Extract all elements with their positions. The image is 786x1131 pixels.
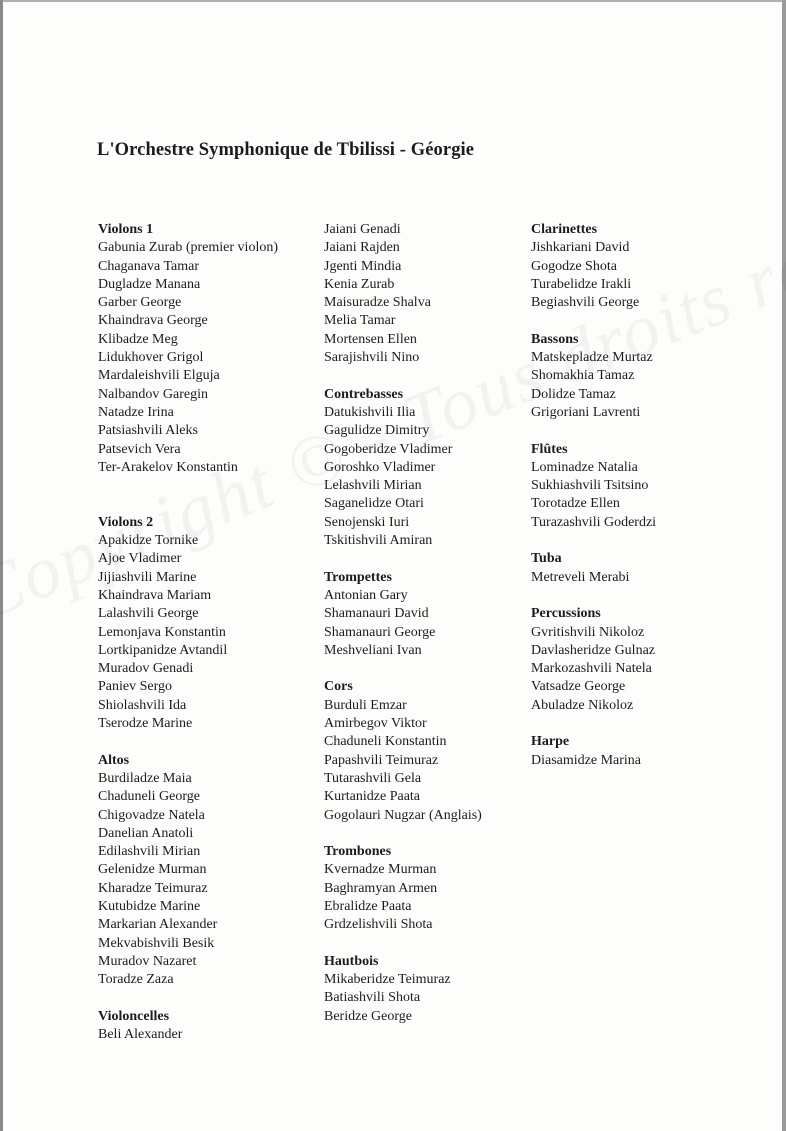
section-spacer xyxy=(98,733,313,751)
musician-name: Gogodze Shota xyxy=(531,258,617,274)
section-spacer xyxy=(98,989,313,1007)
musician-name: Ebralidze Paata xyxy=(324,898,412,914)
page-edge-right xyxy=(782,0,786,1131)
section-heading: Tuba xyxy=(531,551,562,567)
musician-name: Danelian Anatoli xyxy=(98,825,194,841)
musician-name: Burduli Emzar xyxy=(324,697,407,713)
musician-name: Beli Alexander xyxy=(98,1027,183,1043)
musician-name: Markozashvili Natela xyxy=(531,661,652,677)
musician-name: Saganelidze Otari xyxy=(324,496,424,512)
musician-name: Mikaberidze Teimuraz xyxy=(324,972,451,988)
musician-name: Dolidze Tamaz xyxy=(531,386,616,402)
section xyxy=(98,1008,313,1045)
roster-column-2 xyxy=(324,221,524,1026)
musician-name: Chigovadze Natela xyxy=(98,807,205,823)
musician-name: Natadze Irina xyxy=(98,404,174,420)
section-spacer xyxy=(324,935,524,953)
musician-name: Begiashvili George xyxy=(531,295,640,311)
musician-name: Matskepladze Murtaz xyxy=(531,350,653,366)
section-heading: Hautbois xyxy=(324,953,379,969)
section-spacer xyxy=(531,532,731,550)
musician-name: Beridze George xyxy=(324,1008,412,1024)
musician-name: Jishkariani David xyxy=(531,240,630,256)
musician-name: Toradze Zaza xyxy=(98,972,174,988)
section-spacer xyxy=(531,312,731,330)
musician-name: Jaiani Rajden xyxy=(324,240,400,256)
section xyxy=(98,514,313,734)
section xyxy=(531,605,731,715)
section-heading: Violons 2 xyxy=(98,514,154,530)
musician-name: Lidukhover Grigol xyxy=(98,350,204,366)
musician-name: Gabunia Zurab (premier violon) xyxy=(98,240,278,256)
musician-name: Mardaleishvili Elguja xyxy=(98,368,220,384)
musician-name: Torotadze Ellen xyxy=(531,496,620,512)
musician-name: Turazashvili Goderdzi xyxy=(531,514,657,530)
musician-name: Kurtanidze Paata xyxy=(324,789,421,805)
musician-name: Chaduneli George xyxy=(98,789,200,805)
musician-name: Khaindrava Mariam xyxy=(98,587,212,603)
musician-name: Khaindrava George xyxy=(98,313,208,329)
page-edge-left xyxy=(0,0,3,1131)
musician-name: Antonian Gary xyxy=(324,587,408,603)
section-spacer xyxy=(324,660,524,678)
musician-name: Nalbandov Garegin xyxy=(98,386,209,402)
section xyxy=(324,843,524,934)
section-spacer xyxy=(531,422,731,440)
musician-name: Kutubidze Marine xyxy=(98,898,201,914)
musician-name: Maisuradze Shalva xyxy=(324,295,431,311)
section-heading: Altos xyxy=(98,752,130,768)
musician-name: Shamanauri George xyxy=(324,624,436,640)
section-heading: Cors xyxy=(324,679,353,695)
section-heading: Trombones xyxy=(324,844,392,860)
musician-name: Sarajishvili Nino xyxy=(324,350,420,366)
section xyxy=(531,441,731,532)
musician-name: Davlasheridze Gulnaz xyxy=(531,642,655,658)
musician-name: Goroshko Vladimer xyxy=(324,459,436,475)
musician-name: Lominadze Natalia xyxy=(531,459,638,475)
musician-name: Tskitishvili Amiran xyxy=(324,533,433,549)
musician-name: Jgenti Mindia xyxy=(324,258,402,274)
section-heading: Contrebasses xyxy=(324,386,404,402)
page-title: L'Orchestre Symphonique de Tbilissi - Géorgie xyxy=(97,140,475,160)
musician-name: Vatsadze George xyxy=(531,679,626,695)
section-heading: Trompettes xyxy=(324,569,392,585)
musician-name: Kenia Zurab xyxy=(324,276,395,292)
musician-name: Gelenidze Murman xyxy=(98,862,207,878)
musician-name: Shiolashvili Ida xyxy=(98,697,187,713)
musician-name: Mortensen Ellen xyxy=(324,331,417,347)
musician-name: Grigoriani Lavrenti xyxy=(531,404,641,420)
musician-name: Diasamidze Marina xyxy=(531,752,642,768)
musician-name: Meshveliani Ivan xyxy=(324,642,422,658)
musician-name: Amirbegov Viktor xyxy=(324,716,427,732)
musician-name: Patsevich Vera xyxy=(98,441,181,457)
musician-name: Muradov Nazaret xyxy=(98,953,197,969)
musician-name: Kvernadze Murman xyxy=(324,862,437,878)
section-spacer xyxy=(98,477,313,514)
musician-name: Abuladze Nikoloz xyxy=(531,697,634,713)
musician-name: Burdiladze Maia xyxy=(98,770,192,786)
musician-name: Datukishvili Ilia xyxy=(324,404,416,420)
musician-name: Chaganava Tamar xyxy=(98,258,199,274)
musician-name: Apakidze Tornike xyxy=(98,533,199,549)
musician-name: Papashvili Teimuraz xyxy=(324,752,439,768)
musician-name: Lalashvili George xyxy=(98,606,199,622)
section xyxy=(531,331,731,422)
section-heading: Clarinettes xyxy=(531,222,598,237)
section xyxy=(531,733,731,770)
musician-name: Baghramyan Armen xyxy=(324,880,438,896)
musician-name: Dugladze Manana xyxy=(98,276,201,292)
musician-name: Lortkipanidze Avtandil xyxy=(98,642,228,658)
musician-name: Lemonjava Konstantin xyxy=(98,624,226,640)
musician-name: Markarian Alexander xyxy=(98,917,218,933)
musician-name: Gogoberidze Vladimer xyxy=(324,441,453,457)
musician-name: Senojenski Iuri xyxy=(324,514,410,530)
musician-name: Edilashvili Mirian xyxy=(98,844,201,860)
musician-name: Kharadze Teimuraz xyxy=(98,880,208,896)
musician-name: Sukhiashvili Tsitsino xyxy=(531,478,649,494)
musician-name: Mekvabishvili Besik xyxy=(98,935,215,951)
musician-name: Batiashvili Shota xyxy=(324,990,421,1006)
section xyxy=(324,953,524,1026)
musician-name: Klibadze Meg xyxy=(98,331,178,347)
section-spacer xyxy=(324,825,524,843)
section-heading: Harpe xyxy=(531,734,570,750)
musician-name: Lelashvili Mirian xyxy=(324,478,422,494)
musician-name: Jijiashvili Marine xyxy=(98,569,197,585)
section-spacer xyxy=(324,367,524,385)
section-heading: Flûtes xyxy=(531,441,568,457)
page-edge-top xyxy=(0,0,786,2)
musician-name: Paniev Sergo xyxy=(98,679,173,695)
section-heading: Percussions xyxy=(531,606,601,622)
musician-name: Gvritishvili Nikoloz xyxy=(531,624,645,640)
musician-name: Grdzelishvili Shota xyxy=(324,917,433,933)
section xyxy=(531,550,731,587)
section xyxy=(98,221,313,477)
musician-name: Patsiashvili Aleks xyxy=(98,423,198,439)
musician-name: Shamanauri David xyxy=(324,606,429,622)
musician-name: Garber George xyxy=(98,295,182,311)
musician-name: Tutarashvili Gela xyxy=(324,770,422,786)
musician-name: Muradov Genadi xyxy=(98,661,194,677)
section xyxy=(324,386,524,551)
musician-name: Tserodze Marine xyxy=(98,716,193,732)
musician-name: Jaiani Genadi xyxy=(324,222,401,237)
musician-name: Metreveli Merabi xyxy=(531,569,630,585)
section-heading: Bassons xyxy=(531,331,579,347)
section-spacer xyxy=(531,587,731,605)
musician-name: Gogolauri Nugzar (Anglais) xyxy=(324,807,482,823)
musician-name: Melia Tamar xyxy=(324,313,396,329)
musician-name: Ajoe Vladimer xyxy=(98,551,182,567)
section-heading: Violoncelles xyxy=(98,1008,170,1024)
roster-column-3 xyxy=(531,221,731,770)
section xyxy=(324,678,524,824)
section-spacer xyxy=(324,550,524,568)
section xyxy=(324,569,524,660)
musician-name: Shomakhia Tamaz xyxy=(531,368,635,384)
section xyxy=(531,221,731,312)
musician-name: Turabelidze Irakli xyxy=(531,276,632,292)
roster-column-1 xyxy=(98,221,313,1044)
musician-name: Chaduneli Konstantin xyxy=(324,734,447,750)
section xyxy=(324,221,524,367)
musician-name: Gagulidze Dimitry xyxy=(324,423,430,439)
musician-name: Ter-Arakelov Konstantin xyxy=(98,459,238,475)
section-heading: Violons 1 xyxy=(98,222,154,237)
section-spacer xyxy=(531,715,731,733)
section xyxy=(98,752,313,990)
